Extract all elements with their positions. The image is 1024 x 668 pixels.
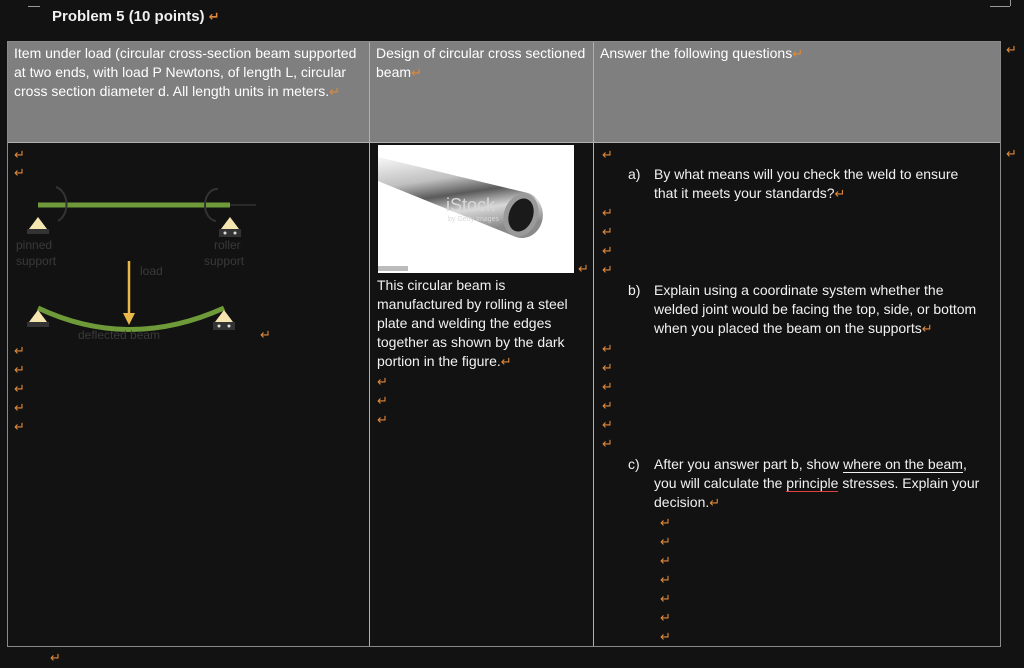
paragraph-mark: ↵ bbox=[377, 393, 388, 408]
header-cell-design bbox=[370, 42, 593, 142]
load-arrowhead bbox=[123, 313, 135, 325]
paragraph-mark: ↵ bbox=[834, 186, 846, 201]
paragraph-mark: ↵ bbox=[14, 147, 25, 162]
question-a-label: a) bbox=[628, 166, 641, 182]
beam-diagram bbox=[8, 173, 369, 343]
paragraph-mark: ↵ bbox=[14, 381, 25, 396]
paragraph-mark: ↵ bbox=[14, 165, 25, 180]
question-c-text-3: , you will calculate the bbox=[654, 456, 967, 491]
question-c bbox=[628, 455, 988, 515]
corner-mark-right-vert bbox=[1010, 0, 1011, 6]
image-credit: by Getty Images bbox=[448, 216, 499, 223]
paragraph-mark: ↵ bbox=[602, 417, 613, 432]
question-b bbox=[628, 281, 988, 341]
paragraph-mark: ↵ bbox=[602, 398, 613, 413]
problem-table bbox=[7, 41, 1001, 647]
paragraph-mark: ↵ bbox=[709, 495, 721, 510]
paragraph-mark: ↵ bbox=[602, 341, 613, 356]
paragraph-mark: ↵ bbox=[500, 354, 512, 369]
steel-tube-image bbox=[378, 145, 574, 273]
question-b-label: b) bbox=[628, 282, 641, 298]
question-b-text: Explain using a coordinate system whether the welded joint would be facing the top, side, or bottom when you placed the beam on the supports bbox=[654, 282, 977, 336]
paragraph-mark: ↵ bbox=[660, 629, 671, 644]
paragraph-mark: ↵ bbox=[602, 205, 613, 220]
header-item-text: Item under load (circular cross-section beam supported at two ends, with load P Newtons, of length L, circular cross section diameter d. All length units in meters. bbox=[14, 45, 357, 99]
paragraph-mark: ↵ bbox=[660, 591, 671, 606]
paragraph-mark: ↵ bbox=[377, 374, 388, 389]
question-c-spelling-flagged-word: principle bbox=[786, 475, 839, 491]
paragraph-mark: ↵ bbox=[14, 419, 25, 434]
paragraph-mark: ↵ bbox=[660, 534, 671, 549]
design-cell bbox=[370, 143, 593, 646]
question-c-label: c) bbox=[628, 456, 640, 472]
roller-support-icon bbox=[221, 217, 239, 229]
page-title bbox=[52, 8, 220, 25]
paragraph-mark: ↵ bbox=[602, 379, 613, 394]
question-a-text: By what means will you check the weld to ensure that it meets your standards? bbox=[654, 166, 959, 201]
paragraph-mark: ↵ bbox=[602, 360, 613, 375]
page-title-text: Problem 5 (10 points) bbox=[52, 8, 205, 25]
paragraph-mark: ↵ bbox=[14, 343, 25, 358]
paragraph-mark: ↵ bbox=[329, 84, 341, 99]
label-support-left: support bbox=[16, 254, 57, 268]
header-cell-questions bbox=[594, 42, 1000, 142]
row-end-mark: ↵ bbox=[1006, 146, 1017, 161]
paragraph-mark: ↵ bbox=[578, 261, 589, 276]
paragraph-mark: ↵ bbox=[50, 650, 61, 665]
pinned-support-icon bbox=[29, 217, 47, 229]
label-roller: roller bbox=[214, 238, 241, 252]
paragraph-mark: ↵ bbox=[602, 224, 613, 239]
design-description-text: This circular beam is manufactured by rolling a steel plate and welding the edges together as shown by the dark portion in the figure. bbox=[377, 277, 568, 369]
paragraph-mark: ↵ bbox=[260, 327, 271, 342]
header-questions-text: Answer the following questions bbox=[600, 45, 793, 61]
paragraph-mark: ↵ bbox=[14, 362, 25, 377]
label-deflected-beam: deflected beam bbox=[78, 328, 161, 342]
header-cell-item bbox=[8, 42, 369, 142]
paragraph-mark: ↵ bbox=[14, 400, 25, 415]
corner-mark-left bbox=[28, 0, 40, 7]
paragraph-mark: ↵ bbox=[792, 46, 804, 61]
paragraph-mark: ↵ bbox=[411, 65, 422, 80]
paragraph-mark: ↵ bbox=[602, 436, 613, 451]
label-load: load bbox=[140, 264, 163, 278]
row-end-mark: ↵ bbox=[1006, 42, 1017, 57]
questions-cell bbox=[594, 143, 1000, 646]
label-pinned: pinned bbox=[16, 238, 53, 252]
paragraph-mark: ↵ bbox=[660, 572, 671, 587]
paragraph-mark: ↵ bbox=[602, 262, 613, 277]
beam-diagram-cell bbox=[8, 143, 369, 646]
paragraph-mark: ↵ bbox=[602, 243, 613, 258]
paragraph-mark: ↵ bbox=[921, 321, 933, 336]
question-c-text-5: stresses. Explain your decision. bbox=[654, 475, 980, 510]
paragraph-mark: ↵ bbox=[377, 412, 388, 427]
question-c-underlined-location: where on the beam bbox=[843, 456, 963, 472]
paragraph-mark: ↵ bbox=[660, 515, 671, 530]
header-design-text: Design of circular cross sectioned beam bbox=[376, 45, 586, 80]
paragraph-mark: ↵ bbox=[602, 147, 613, 162]
question-a bbox=[628, 165, 988, 205]
paragraph-mark: ↵ bbox=[660, 610, 671, 625]
design-description bbox=[377, 276, 587, 371]
paragraph-mark: ↵ bbox=[660, 553, 671, 568]
image-watermark: iStock bbox=[446, 195, 496, 215]
paragraph-mark: ↵ bbox=[208, 9, 220, 24]
question-c-text-1: After you answer part b, show bbox=[654, 456, 844, 472]
corner-mark-right bbox=[990, 0, 1010, 7]
label-support-right: support bbox=[204, 254, 245, 268]
